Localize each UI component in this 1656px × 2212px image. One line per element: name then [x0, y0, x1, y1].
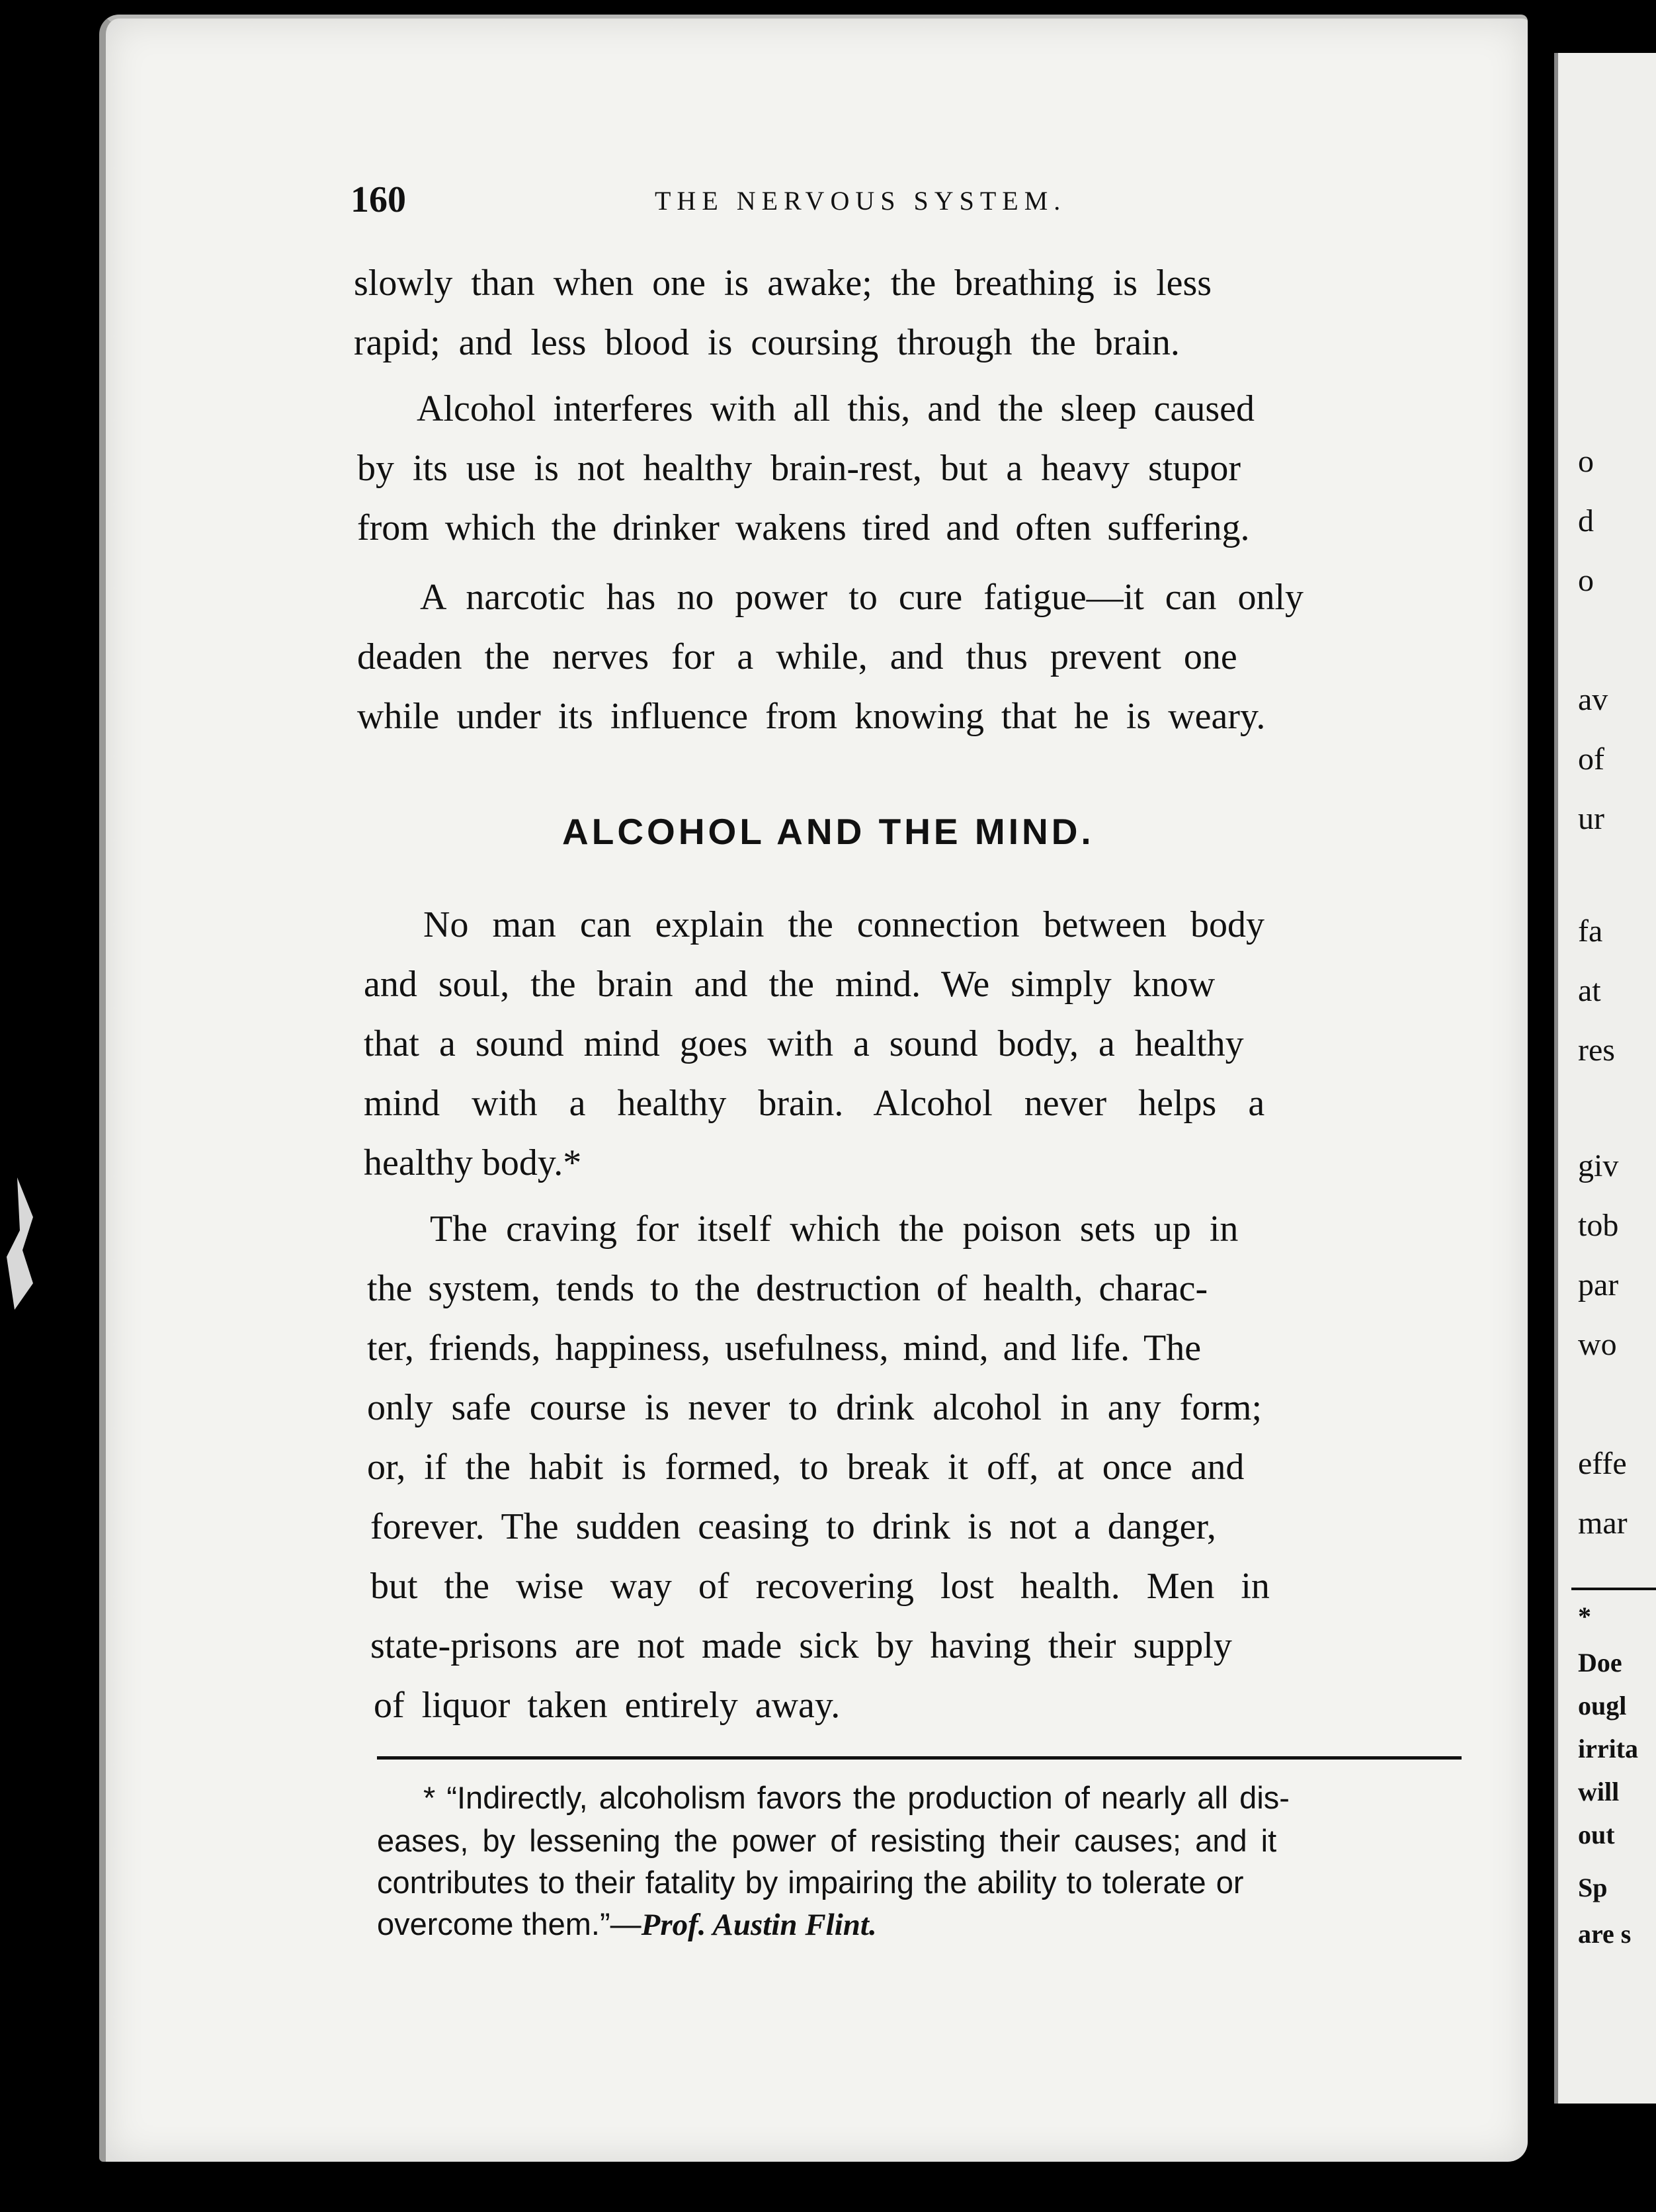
- running-title: THE NERVOUS SYSTEM.: [655, 186, 1067, 216]
- body-line: ter, friends, happiness, usefulness, mind, and life. The: [367, 1328, 1202, 1369]
- body-line: mind with a healthy brain. Alcohol never helps a: [364, 1083, 1265, 1124]
- facing-fragment: irrita: [1578, 1734, 1639, 1764]
- facing-fragment: Sp: [1578, 1873, 1608, 1902]
- facing-fragment: will: [1578, 1777, 1620, 1807]
- facing-fragment: at: [1578, 973, 1601, 1008]
- body-line: deaden the nerves for a while, and thus prevent one: [357, 636, 1237, 677]
- footnote-attribution: Prof. Austin Flint.: [641, 1908, 877, 1942]
- facing-fragment: *: [1578, 1601, 1591, 1631]
- body-line: state-prisons are not made sick by having their supply: [370, 1625, 1232, 1666]
- page-number: 160: [351, 179, 406, 220]
- facing-fragment: res: [1578, 1033, 1615, 1068]
- body-line: the system, tends to the destruction of health, charac-: [367, 1268, 1208, 1309]
- facing-fragment: are s: [1578, 1919, 1632, 1949]
- footnote-text: overcome them.”—: [377, 1906, 642, 1941]
- body-line: or, if the habit is formed, to break it off, at once and: [367, 1447, 1245, 1488]
- facing-fragment: av: [1578, 682, 1608, 717]
- footnote-line: * “Indirectly, alcoholism favors the production of nearly all dis-: [423, 1780, 1290, 1815]
- footnote-line: contributes to their fatality by impairing the ability to tolerate or: [377, 1865, 1244, 1900]
- body-line: No man can explain the connection between body: [423, 904, 1265, 945]
- footnote-rule: [377, 1756, 1462, 1760]
- facing-footnote-rule: [1571, 1588, 1656, 1590]
- body-line: from which the drinker wakens tired and often suffering.: [357, 507, 1250, 548]
- body-line: forever. The sudden ceasing to drink is not a danger,: [370, 1506, 1216, 1547]
- body-line: that a sound mind goes with a sound body, a healthy: [364, 1023, 1244, 1064]
- body-line: A narcotic has no power to cure fatigue—it can only: [420, 577, 1304, 618]
- facing-fragment: of: [1578, 742, 1604, 777]
- facing-fragment: ur: [1578, 801, 1604, 836]
- facing-fragment: d: [1578, 503, 1594, 538]
- body-line: healthy body.*: [364, 1142, 582, 1183]
- facing-fragment: Doe: [1578, 1648, 1622, 1678]
- facing-fragment: effe: [1578, 1446, 1627, 1481]
- body-line: but the wise way of recovering lost health. Men in: [370, 1566, 1270, 1607]
- facing-fragment: tob: [1578, 1208, 1619, 1243]
- facing-fragment: o: [1578, 444, 1594, 479]
- body-line: by its use is not healthy brain-rest, but a heavy stupor: [357, 448, 1241, 489]
- section-heading: ALCOHOL AND THE MIND.: [562, 811, 1095, 852]
- body-line: only safe course is never to drink alcohol in any form;: [367, 1387, 1262, 1428]
- body-line: rapid; and less blood is coursing through the brain.: [354, 322, 1180, 363]
- facing-fragment: mar: [1578, 1506, 1628, 1541]
- body-line: Alcohol interferes with all this, and the sleep caused: [417, 388, 1255, 429]
- facing-fragment: wo: [1578, 1327, 1617, 1362]
- footnote-line: [377, 1906, 877, 1943]
- facing-fragment: par: [1578, 1267, 1619, 1302]
- footnote-line: eases, by lessening the power of resisting their causes; and it: [377, 1823, 1277, 1858]
- facing-fragment: fa: [1578, 914, 1603, 949]
- scan-left-border: [0, 0, 99, 2212]
- facing-fragment: giv: [1578, 1148, 1619, 1183]
- facing-page-edge: [1554, 53, 1656, 2104]
- body-line: of liquor taken entirely away.: [374, 1685, 841, 1726]
- facing-fragment: out: [1578, 1820, 1615, 1850]
- body-line: and soul, the brain and the mind. We simply know: [364, 964, 1216, 1005]
- body-line: slowly than when one is awake; the breathing is less: [354, 263, 1212, 304]
- body-line: while under its influence from knowing that he is weary.: [357, 696, 1266, 737]
- body-line: The craving for itself which the poison sets up in: [430, 1209, 1239, 1250]
- facing-fragment: ougl: [1578, 1691, 1627, 1721]
- facing-fragment: o: [1578, 563, 1594, 598]
